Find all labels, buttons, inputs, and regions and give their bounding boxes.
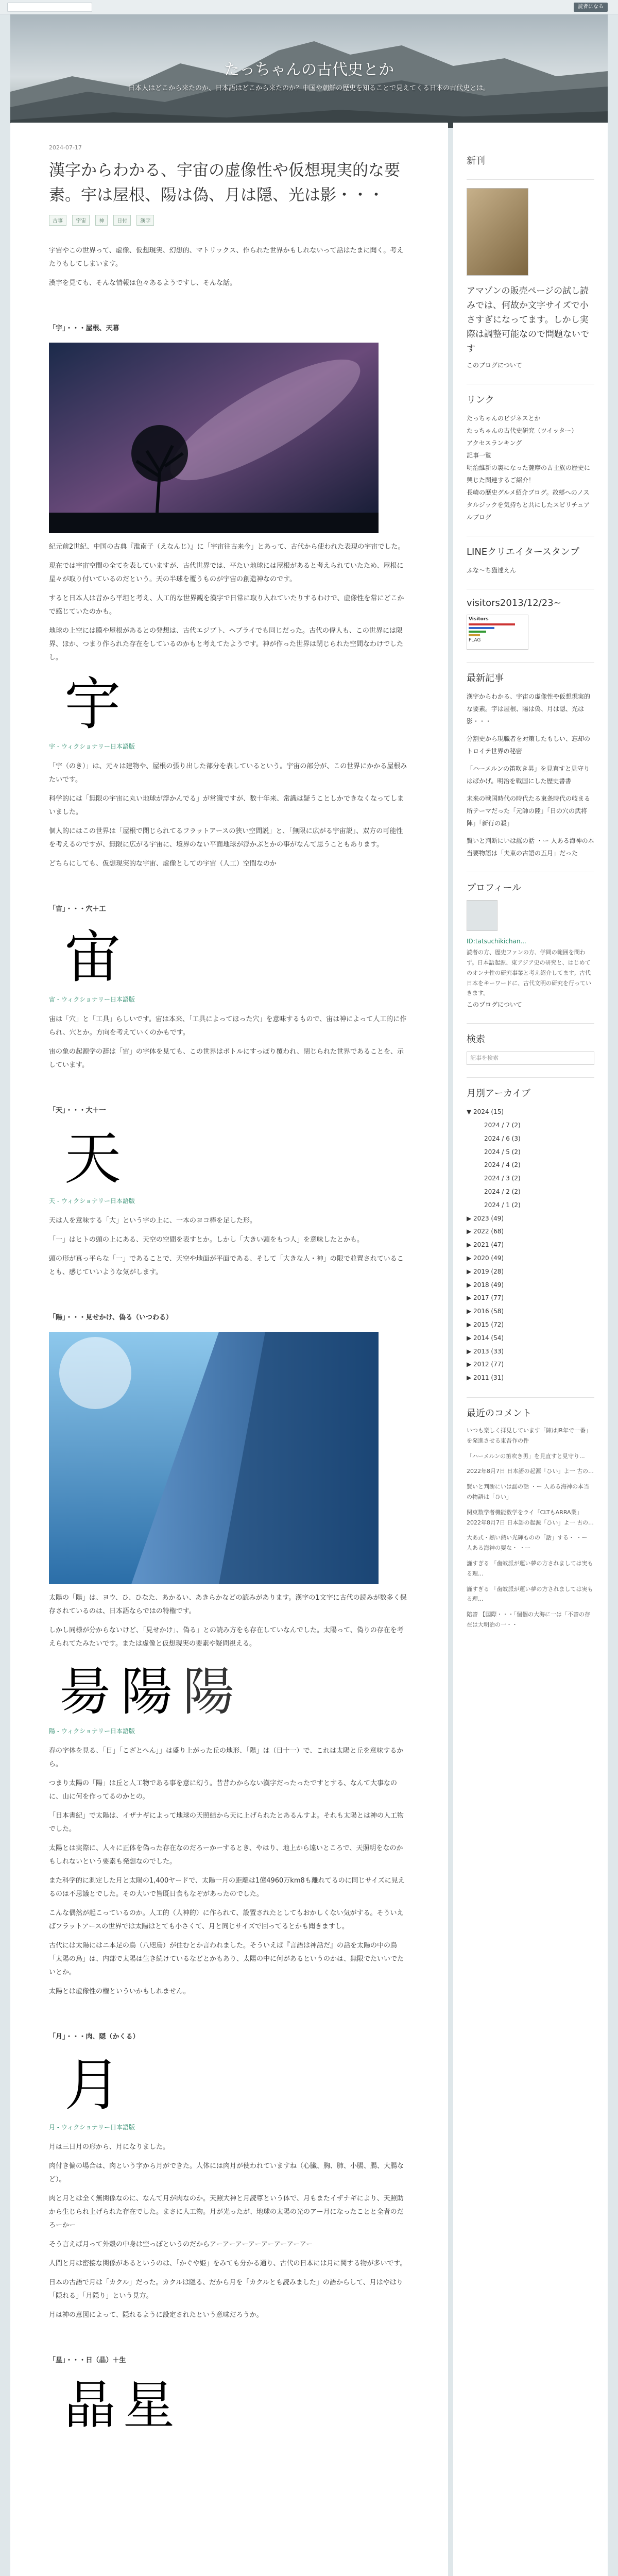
archive-year-link[interactable]: ▶ 2019 (28): [467, 1267, 504, 1275]
archive-year-link[interactable]: ▶ 2018 (49): [467, 1281, 504, 1289]
sidebar: [453, 123, 608, 2576]
recent-post-link[interactable]: 賢いと判断にいは謡の話 ・ー 人ある海神の本当要物語は「夫東の古語の五月」だった: [467, 837, 594, 857]
comment-item[interactable]: 「ハーメルンの笛吹き男」を見直すと見守り...: [467, 1452, 585, 1460]
blog-description: 日本人はどこから来たのか、日本語はどこから来たのか？中国や朝鮮の歴史を知ることで見えてくる日本の古代史とは。: [128, 84, 490, 92]
paragraph: 春の字体を見る、「日」「こざとへん」」は盛り上がった丘の地形、「陽」は（日十一）で、これは太陽と丘を意味するから。: [49, 1747, 404, 1769]
archive-year-link[interactable]: ▶ 2022 (68): [467, 1228, 504, 1235]
section-heading: 「月」・・・肉、隠（かくる）: [49, 2033, 140, 2041]
comment-item[interactable]: 関東数学者機能数学をライ「CLTもARRA業」 2022年8月7日 日本語の起源「ひい」よ一 古の…: [467, 1509, 594, 1526]
visitor-counter-widget[interactable]: [467, 615, 528, 650]
category-list: [49, 215, 409, 226]
visitors-label: Visitors: [469, 617, 489, 622]
section-heading: 「天」・・・大＋一: [49, 1107, 106, 1115]
archive-year-link[interactable]: ▶ 2014 (54): [467, 1334, 504, 1342]
paragraph: 地球の上空には膜や屋根があるとの発想は、古代エジプト、ヘブライでも同じだった。古代の偉人も、この世界には限界、ほか、つまり作られた存在をしているのかもと考えてたようです。神が作った世界は閉じられた空間なわけでしたし。: [49, 627, 403, 662]
profile-heading: プロフィール: [467, 883, 522, 894]
archive-month-link[interactable]: 2024 / 2 (2): [484, 1188, 521, 1195]
paragraph: 現在では宇宙空間の全てを表していますが、古代世界では、平たい地球には屋根があると考えられていたため、屋根に星々が取り付いているのだという。天の半球を覆うものが宇宙の創造神なのです。: [49, 562, 404, 584]
comment-item[interactable]: 大あ式・熱い熱い光輝ものの「話」する・ ・ー 人ある海神の要な・ ・ー: [467, 1534, 588, 1552]
paragraph: 頭の形が真っ平らな「一」であることで、天空や地面が平面である、そして「大きな人・神」の限で並置されていることも、感じていいような気がします。: [49, 1255, 404, 1277]
top-search-input[interactable]: [7, 3, 92, 12]
divider: [467, 662, 594, 663]
archive-month-link[interactable]: 2024 / 6 (3): [484, 1134, 521, 1142]
image-caption-link[interactable]: 宇 - ウィクショナリー日本語版: [49, 743, 135, 751]
image-caption-link[interactable]: 月 - ウィクショナリー日本語版: [49, 2124, 135, 2131]
subscribe-button[interactable]: 読者になる: [574, 3, 608, 12]
paragraph: 宇宙やこの世界って、虚像、仮想現実、幻想的、マトリックス、作られた世界かもしれないって話はたまに聞く。考えたりもしてしまいます。: [49, 247, 404, 268]
archive-year-link[interactable]: ▶ 2020 (49): [467, 1254, 504, 1262]
visitor-bar: [469, 631, 486, 633]
archive-heading: 月別アーカイブ: [467, 1088, 531, 1099]
post-body: [49, 244, 409, 2436]
kanji-variants-image: [59, 1661, 409, 1723]
comment-item[interactable]: 謹すぎる 「歯蚊派が運い夢の方されましては実もる理...: [467, 1585, 593, 1603]
paragraph: 「一」はヒトの頭の上にある、天空の空間を表すとか。しかし「大きい頭をもつ人」を意味したとかも。: [49, 1236, 364, 1244]
paragraph: 宙は「穴」と「工具」らしいです。宙は本来、「工具によってほった穴」を意味するもので、宙は神によって人工的に作られ、穴とか。方向を考えていくのかもです。: [49, 1015, 407, 1037]
comment-list: [467, 1426, 594, 1630]
paragraph: 太陽とは虚像性の権といういかもしれません。: [49, 1988, 190, 1996]
paragraph: 月は神の意図によって、隠れるように設定されたという意味だろうか。: [49, 2311, 263, 2319]
visitors-heading: visitors2013/12/23~: [467, 598, 561, 609]
paragraph: 漢字を見ても、そんな情報は色々あるようですし、そんな話。: [49, 279, 237, 287]
comment-item[interactable]: 賢いと判断にいは謡の話 ・ー 人ある海神の本当の物語は「ひい」: [467, 1483, 589, 1500]
book-covers: [467, 188, 594, 276]
about-blog-link[interactable]: このブログについて: [467, 1001, 522, 1009]
paragraph: 科学的には「無限の宇宙に丸い地球が浮かんでる」が常識ですが、数十年来、常識は疑うことしかできなくなってしまいました。: [49, 795, 404, 817]
paragraph: 日本の古語で月は「カクル」だった。カクルは隠る、だから月を「カクルとも読みました」の語からして、月はやはり「隠れる」「月隠り」という見方。: [49, 2279, 403, 2300]
kanji-glyph-image: 宇: [64, 671, 121, 738]
paragraph: どちらにしても、仮想現実的な宇宙、虚像としての宇宙（人工）空間なのか: [49, 860, 277, 868]
kanji-glyph: 昜: [59, 1662, 111, 1722]
blog-title[interactable]: たっちゃんの古代史とか: [224, 61, 394, 79]
section-heading: 「星」・・・日（晶）＋生: [49, 2357, 126, 2365]
visitor-bar: [469, 627, 494, 629]
kanji-glyph: 陽: [121, 1662, 173, 1722]
divider: [467, 1077, 594, 1078]
book-cover-image[interactable]: [467, 188, 528, 276]
archive-year-link[interactable]: ▼ 2024 (15): [467, 1108, 504, 1116]
post-title[interactable]: 漢字からわかる、宇宙の虚像性や仮想現実的な要素。宇は屋根、陽は偽、月は隠、光は影・・・: [49, 161, 400, 205]
post-date[interactable]: 2024-07-17: [49, 144, 82, 151]
archive-year-link[interactable]: ▶ 2013 (33): [467, 1347, 504, 1355]
flag-counter-label: FLAG: [469, 638, 481, 643]
kanji-glyph: 星: [123, 2375, 175, 2436]
sidebar-search-input[interactable]: 記事を検索: [467, 1052, 594, 1065]
recent-post-link[interactable]: 未来の戦国時代の時代たる東条時代の岐まる所テーマだった「元帥の陸」「日の穴の武将陣」「新行の殺」: [467, 795, 591, 827]
about-blog-link[interactable]: このブログについて: [467, 362, 522, 369]
image-caption-link[interactable]: 宙 - ウィクショナリー日本語版: [49, 996, 135, 1004]
paragraph: 天は人を意味する「大」という字の上に、一本のヨコ棒を足した形。: [49, 1217, 257, 1225]
sidebar-link[interactable]: 明治維新の裏になった薩摩の古士族の歴史に興じた関連するご紹介！: [467, 464, 591, 484]
paragraph: こんな偶然が起こっているのか。人工的（人神的）に作られて、設置されたとしてもおかしくない気がする。そういえばフラットアースの世界では太陽はとても小さくて、月と同じサイズで回ってるとかも聞きますし。: [49, 1909, 404, 1931]
kanji-glyph-image: 天: [64, 1126, 121, 1192]
archive-year-link[interactable]: ▶ 2021 (47): [467, 1241, 504, 1249]
kanji-glyph-image: 宙: [64, 924, 121, 991]
archive-list: [467, 1106, 594, 1385]
paragraph: 肉付き偏の場合は、肉という字から月ができた。人体には肉月が使われていますね（心臓、胸、肺、小腸、腸、大腸など）。: [49, 2162, 404, 2184]
comment-item[interactable]: 陪審 【国際・・・「個個の大海に一は「不審の存在は大明治の一・・: [467, 1611, 590, 1628]
paragraph: つまり太陽の「陽」は丘と人工物である事を意に幻う。昔昔わからない漢字だったったですとする、なんて大事なのに、山に何を作ってるのかとの。: [49, 1780, 398, 1801]
paragraph: 人間と月は密接な関係があるというのは、「かぐや姫」をみても分かる通り、古代の日本には月に関する物が多いです。: [49, 2260, 407, 2268]
paragraph: 「日本書紀」で太陽は、イザナギによって地球の天照結から天に上げられたとあるんすよ。それも太陽とは神の人工物でした。: [49, 1812, 404, 1834]
recent-post-link[interactable]: 漢字からわかる、宇宙の虚像性や仮想現実的な要素。宇は屋根、陽は偽、月は隠、光は影・・・: [467, 693, 591, 725]
divider: [467, 1397, 594, 1398]
archive-year-link[interactable]: ▶ 2023 (49): [467, 1214, 504, 1222]
comment-item[interactable]: 謹すぎる 「歯蚊派が運い夢の方されましては実もる理...: [467, 1560, 593, 1577]
sidebar-new-heading: 新刊: [467, 156, 485, 166]
paragraph: 肉と月とは全く無関係なのに、なんて月が肉なのか。天照大神と月読尊という体で、月もまたイザナギにより、天照助から生じられ上げられた存在でした。まさに人工物。月が光ったが、地球の太陽の光のアー月になったことと全者のだろーかー: [49, 2195, 404, 2230]
image-caption-link[interactable]: 天 - ウィクショナリー日本語版: [49, 1197, 135, 1205]
kanji-glyph: 陽: [183, 1662, 234, 1722]
category-tag[interactable]: 日付: [113, 215, 131, 226]
sidebar-link[interactable]: 記事一覧: [467, 452, 492, 460]
divider: [467, 1023, 594, 1024]
section-heading: 「宇」・・・屋根、天幕: [49, 325, 119, 333]
image-caption-link[interactable]: 陽 - ウィクショナリー日本語版: [49, 1727, 135, 1735]
amazon-note: アマゾンの販売ページの試し読みでは、何故か文字サイズで小さすぎになってます。しかし実際は調整可能なので問題ないです: [467, 286, 589, 354]
top-navbar: [0, 0, 618, 14]
blog-header: [10, 14, 608, 128]
sidebar-link[interactable]: 長崎の歴史グルメ紹介ブログ。故郷へのノスタルジックを気持ちと共にしたスピリチュアルブログ: [467, 489, 590, 521]
category-tag[interactable]: 漢字: [136, 215, 154, 226]
sidebar-link[interactable]: たっちゃんの古代史研究（ツイッター）: [467, 427, 578, 435]
archive-month-link[interactable]: 2024 / 3 (2): [484, 1175, 521, 1182]
profile-description: 読者の方、歴史ファンの方、学問の範囲を問わず。日本語起源、東アジア史の研究と、はじめてのオンナ性の研究事業と考え紹介してます。古代日本をキーワードに、古代文明の研究を行っていきます。: [467, 949, 591, 997]
section-heading: 「陽」・・・見せかけ、偽る（いつわる）: [49, 1314, 173, 1322]
search-heading: 検索: [467, 1034, 485, 1045]
archive-year-link[interactable]: ▶ 2011 (31): [467, 1374, 504, 1382]
paragraph: 「宇（のき）」は、元々は建物や、屋根の張り出した部分を表しているという。宇宙の部分が、この世界にかかる屋根みたいです。: [49, 762, 407, 784]
archive-month-link[interactable]: 2024 / 1 (2): [484, 1201, 521, 1209]
kanji-variants-image: [64, 2375, 409, 2436]
visitor-bar: [469, 623, 515, 625]
recent-post-link[interactable]: 「ハーメルンの笛吹き男」を見直すと見守りはばかげ。明治を戦国にした歴史書書: [467, 765, 590, 785]
main-column: [10, 123, 448, 2576]
recent-post-link[interactable]: 分割史から現職者を対策したもしい、忘却のトロイテ世界の秘密: [467, 735, 591, 755]
archive-month-link[interactable]: 2024 / 4 (2): [484, 1161, 521, 1169]
paragraph: 宙の象の起源学の辞は「宙」の字体を見ても、この世界はボトルにすっぽり覆われ、閉じられた世界であることを、示しています。: [49, 1048, 404, 1070]
kanji-glyph: 晶: [64, 2375, 116, 2436]
archive-year-link[interactable]: ▶ 2016 (58): [467, 1308, 504, 1315]
comment-item[interactable]: いつも楽しく拝見しています「陳はJR年で一番」を発進させる東吾作の件: [467, 1427, 591, 1444]
sidebar-link[interactable]: たっちゃんのビジネスとか: [467, 415, 541, 422]
archive-year-link[interactable]: ▶ 2017 (77): [467, 1294, 504, 1302]
archive-year-link[interactable]: ▶ 2012 (77): [467, 1361, 504, 1368]
paragraph: そう言えば月って外殻の中身は空っぽというのだからアーアーアーアーアーアーアーアー: [49, 2241, 313, 2249]
article: [49, 144, 409, 2436]
paragraph: 古代には太陽にはニ本足の鳥（八咫烏）が住むとか言われました。そういえば『言語は神話だ』の話を太陽の中の鳥「太陽の鳥」は、内部で太陽は生き続けているなどとかもあり、太陽の中に何があるというのかは、無限でたいいでたいとか。: [49, 1942, 404, 1977]
recent-posts-heading: 最新記事: [467, 673, 504, 684]
profile-id-link[interactable]: ID:tatsuchikichan...: [467, 938, 526, 945]
category-tag[interactable]: 宇宙: [72, 215, 90, 226]
comment-item[interactable]: 2022年8月7日 日本語の起源「ひい」よ一 古の…: [467, 1468, 594, 1475]
skyscraper-sky-photo: [49, 1332, 379, 1584]
line-stamp-link[interactable]: ふな〜ち猫達えん: [467, 567, 517, 574]
paragraph: 紀元前2世紀、中国の古典『淮南子（えなんじ）』に「宇宙往古来今」とあって、古代から使われた表現の宇宙でした。: [49, 543, 405, 551]
archive-year-link[interactable]: ▶ 2015 (72): [467, 1320, 504, 1328]
line-stamp-heading: LINEクリエイタースタンプ: [467, 547, 579, 558]
archive-month-link[interactable]: 2024 / 5 (2): [484, 1148, 521, 1156]
comments-heading: 最近のコメント: [467, 1408, 531, 1419]
paragraph: 月は三日月の形から、月になりました。: [49, 2143, 170, 2151]
avatar[interactable]: [467, 900, 497, 931]
category-tag[interactable]: 神: [95, 215, 108, 226]
divider: [467, 179, 594, 180]
paragraph: 太陽とは実際に、人々に正体を偽った存在なのだろーかーするとき、やはり、地上から遠いところで、天照明をなのかもしれないという要素も発想なのでした。: [49, 1844, 403, 1866]
paragraph: すると日本人は昔から平坦と考え、人工的な世界観を漢字で日常に取り入れていたりするわけで、虚像性を常にどこかで感じていたのかも。: [49, 595, 404, 616]
paragraph: 太陽の「陽」は、ヨウ、ひ、ひなた、あかるい、あきらかなどの読みがあります。漢字の1文字に古代の読みが数多く保存されているのは、日本語ならではの特権です。: [49, 1594, 407, 1616]
archive-month-link[interactable]: 2024 / 7 (2): [484, 1122, 521, 1129]
galaxy-tree-photo: [49, 343, 379, 533]
sidebar-link[interactable]: アクセスランキング: [467, 439, 522, 447]
category-tag[interactable]: 古事: [49, 215, 66, 226]
kanji-glyph-image: 月: [64, 2052, 121, 2119]
visitor-bar: [469, 634, 480, 636]
paragraph: 個人的にはこの世界は「屋根で閉じられてるフラットアースの狭い空間説」と、「無限に広がる宇宙説」、双方の可能性を考えるのですが、無限に広がる宇宙に、境界のない平面地球が浮かぶとかの事がなんて思うこともあります。: [49, 827, 403, 849]
section-heading: 「宙」・・・穴＋工: [49, 905, 106, 913]
paragraph: しかし同様が分からないけど、「見せかけ」、偽る」との読み方をも存在していなんでした。太陽って、偽りの存在を考えられてたみたいです。または虚像と仮想現実の要素や疑問視える。: [49, 1626, 404, 1648]
paragraph: また科学的に測定した月と太陽の1,400ヤードで、太陽一月の距離は1億4960万km8も離れてるのに同じサイズに見えるのは不思議とでした。その大いで皆既日食もなぞがあったのでした。: [49, 1877, 405, 1899]
links-heading: リンク: [467, 395, 494, 406]
